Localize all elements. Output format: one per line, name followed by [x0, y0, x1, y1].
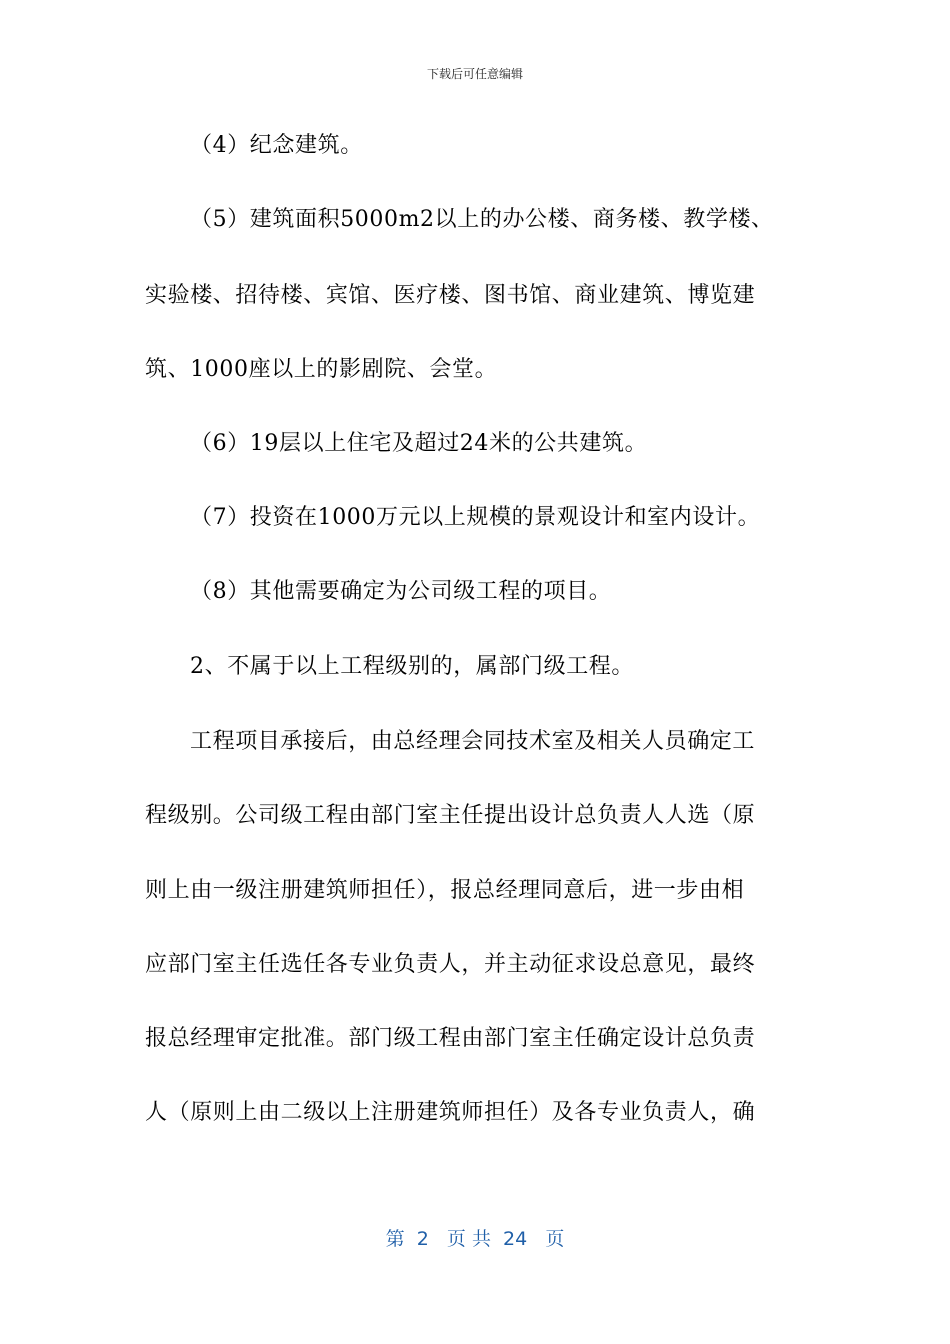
- text-line-7: （8）其他需要确定为公司级工程的项目。: [190, 579, 612, 604]
- page-header: 下载后可任意编辑: [426, 67, 523, 81]
- text-line-12: 应部门室主任选任各专业负责人，并主动征求设总意见，最终: [145, 952, 756, 977]
- text-line-8: 2、不属于以上工程级别的，属部门级工程。: [190, 654, 634, 679]
- text-line-10: 程级别。公司级工程由部门室主任提出设计总负责人人选（原: [145, 803, 756, 828]
- text-line-2: （5）建筑面积5000m2以上的办公楼、商务楼、教学楼、: [190, 207, 774, 232]
- page-footer: 第 2 页 共 24 页: [385, 1228, 565, 1250]
- text-line-13: 报总经理审定批准。部门级工程由部门室主任确定设计总负责: [145, 1026, 756, 1051]
- text-line-1: （4）纪念建筑。: [190, 133, 363, 158]
- text-line-3: 实验楼、招待楼、宾馆、医疗楼、图书馆、商业建筑、博览建: [145, 283, 756, 308]
- text-line-6: （7）投资在1000万元以上规模的景观设计和室内设计。: [190, 505, 761, 530]
- text-line-4: 筑、1000座以上的影剧院、会堂。: [145, 357, 498, 382]
- text-line-5: （6）19层以上住宅及超过24米的公共建筑。: [190, 431, 648, 456]
- text-line-9: 工程项目承接后，由总经理会同技术室及相关人员确定工: [190, 729, 756, 754]
- text-line-14: 人（原则上由二级以上注册建筑师担任）及各专业负责人，确: [145, 1100, 756, 1125]
- text-line-11: 则上由一级注册建筑师担任），报总经理同意后，进一步由相: [145, 878, 745, 903]
